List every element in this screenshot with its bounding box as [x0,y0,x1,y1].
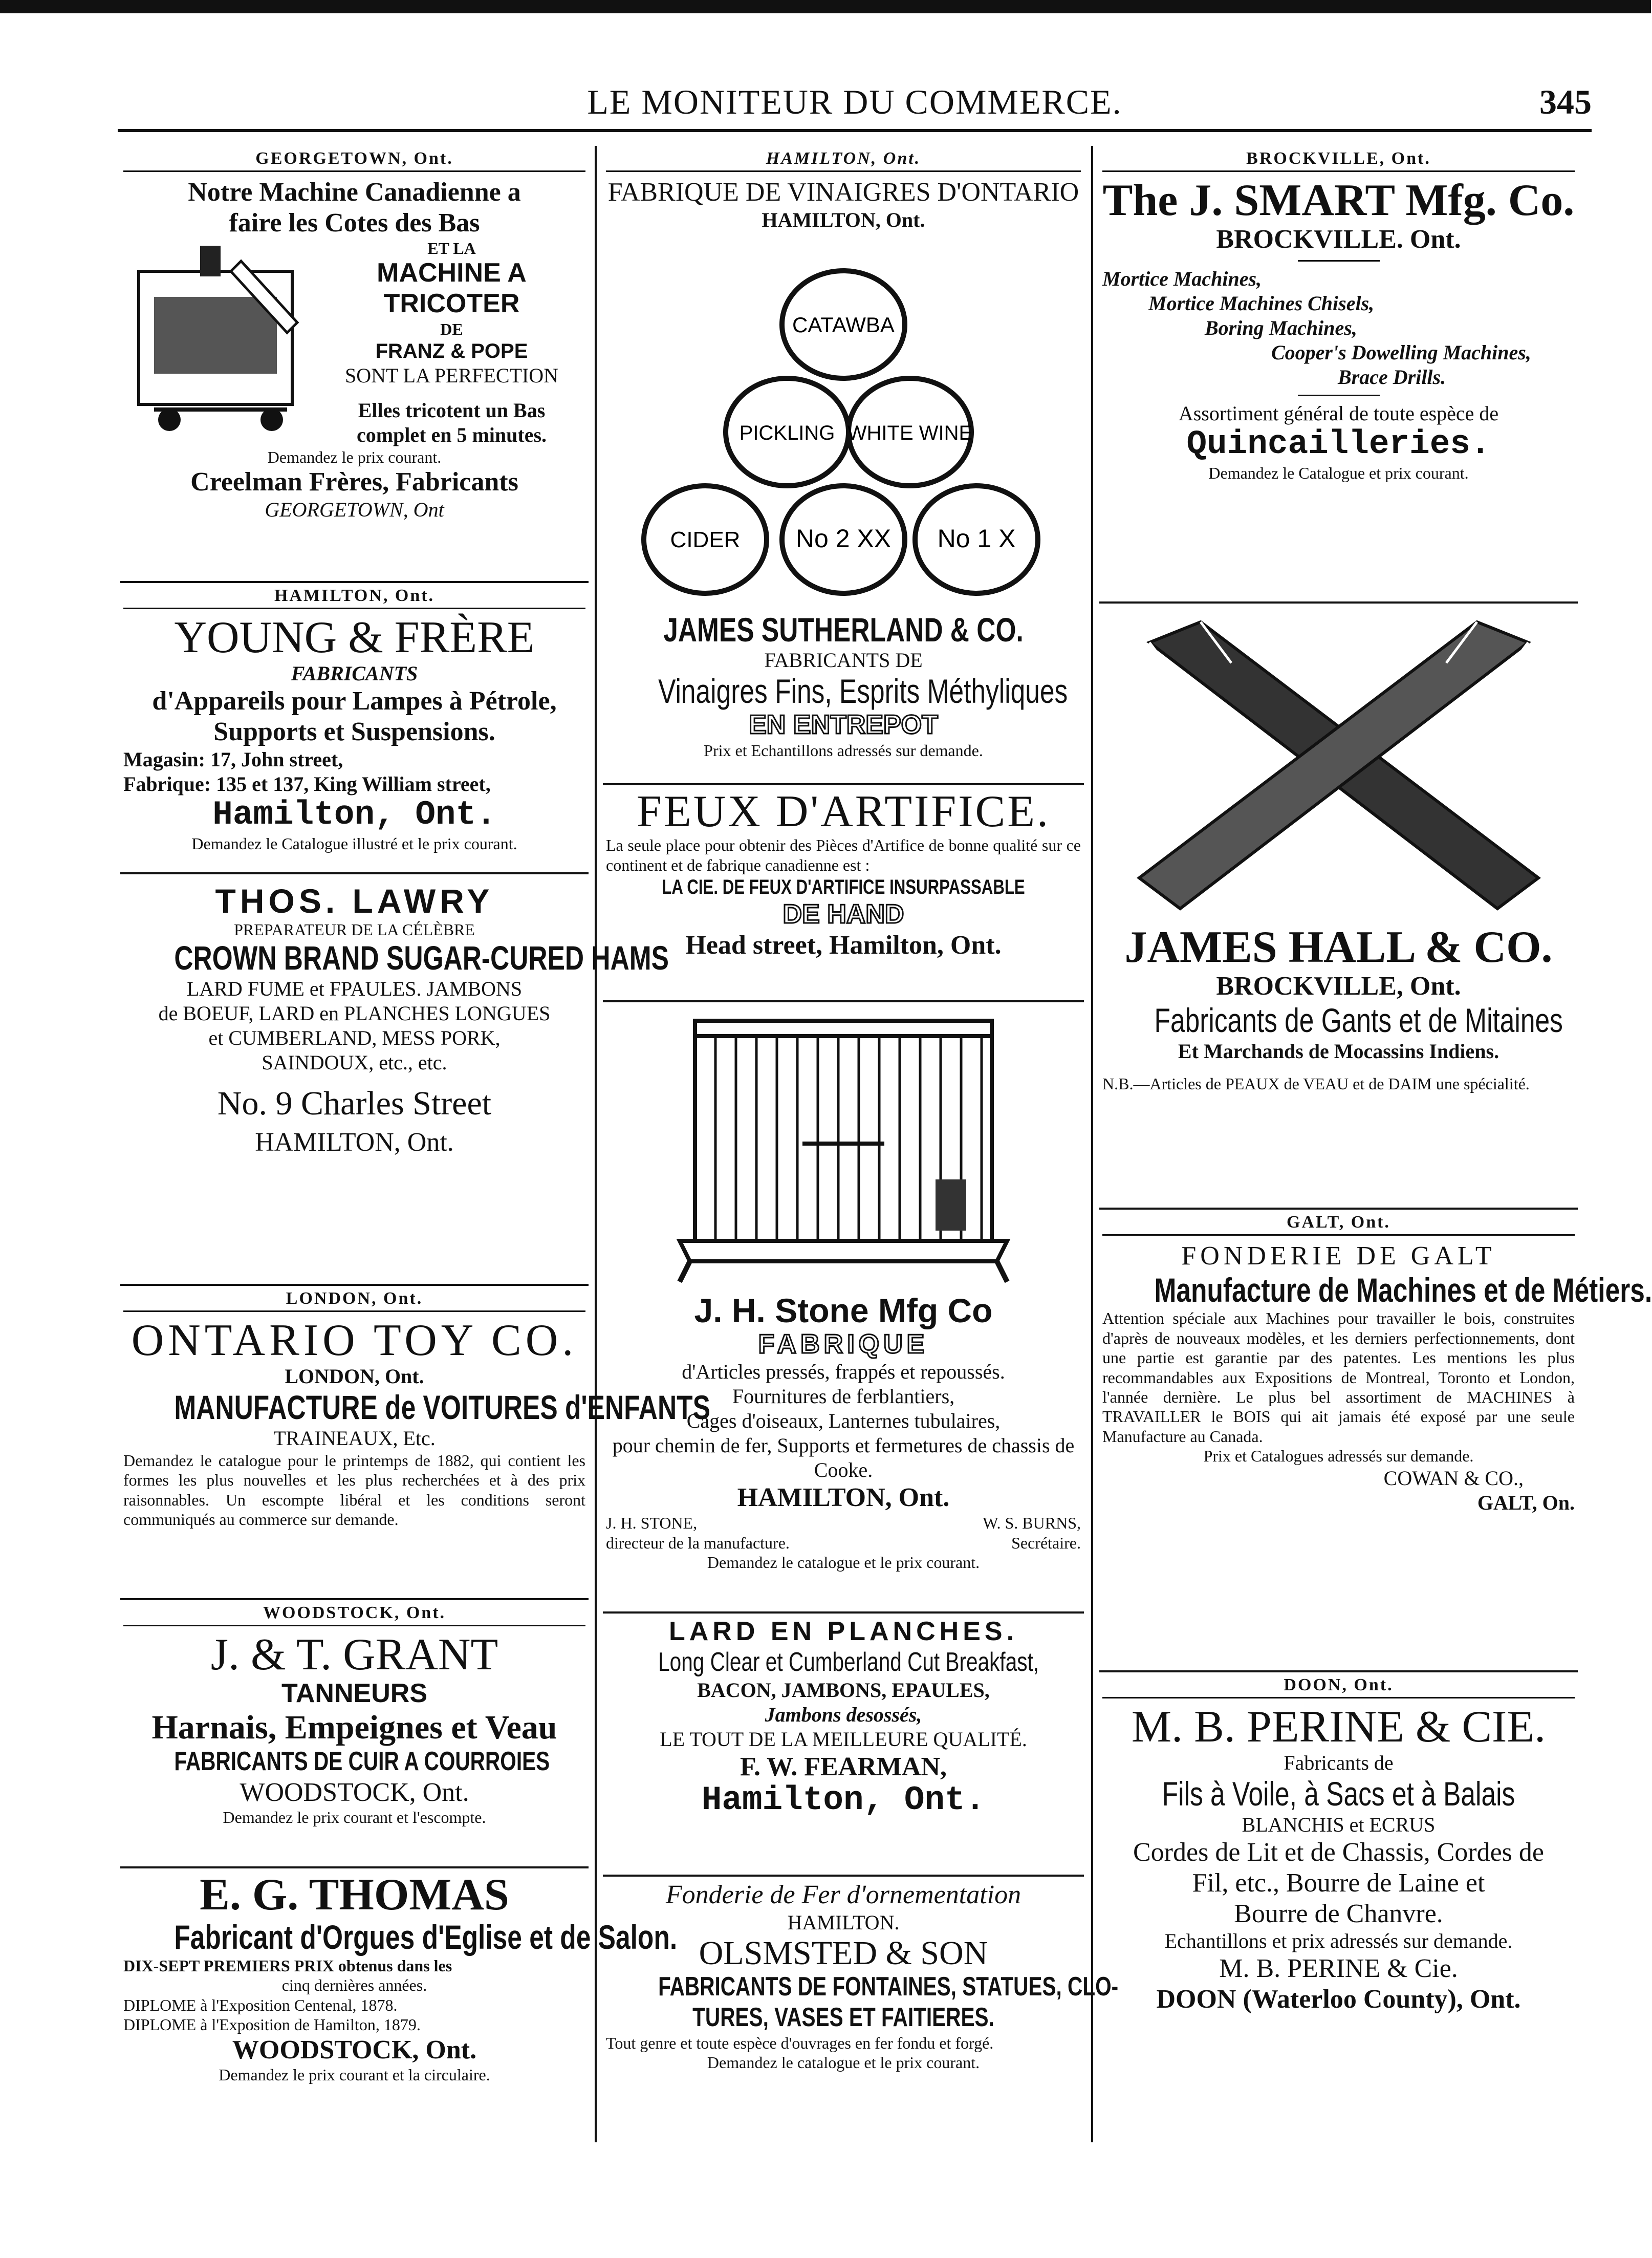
ad-sutherland: HAMILTON, Ont. FABRIQUE DE VINAIGRES D'ONTARIO HAMILTON, Ont. CATAWBA PICKLING WHITE WINE CIDER No 2 XX No 1 X JAMES SUTHERLAND & CO. FABRICANTS DE Vinaigres Fins, Esprits Méthyliques EN ENTREPOT Prix et Echantillons adressés sur demande. [603,146,1084,785]
barrel-label: CIDER [670,527,741,552]
birdcage-illustration [649,1010,1038,1287]
barrels-illustration [618,238,1069,606]
page-number: 345 [1539,82,1592,121]
gloves-illustration [1119,612,1559,919]
barrel-label: No 1 X [937,524,1016,553]
column-divider [595,146,597,2142]
ad-ontario-toy: LONDON, Ont. ONTARIO TOY CO. LONDON, Ont. MANUFACTURE de VOITURES d'ENFANTS TRAINEAUX, Etc. Demandez le catalogue pour le printemps de 1882, qui contient les formes les plus nouvelles et les plus recherchées et à des prix raisonnables. Un escompte libéral et les conditions seront communiqués au commerce sur demande. [120,1286,589,1600]
barrel-label: No 2 XX [795,524,892,553]
ad-young: HAMILTON, Ont. YOUNG & FRÈRE FABRICANTS d'Appareils pour Lampes à Pétrole, Supports et Suspensions. Magasin: 17, John street, Fabrique: 135 et 137, King William street, Hamilton, Ont. Demandez le Catalogue illustré et le prix courant. [120,583,589,874]
column-right [1099,146,1652,2145]
ad-feux: FEUX D'ARTIFICE. La seule place pour obtenir des Pièces d'Artifice de bonne qualité sur ce continent et de fabrique canadienne est : LA CIE. DE FEUX D'ARTIFICE INSURPASSABLE DE HAND Head street, Hamilton, Ont. [603,785,1084,1002]
ad-lawry: THOS. LAWRY PREPARATEUR DE LA CÉLÈBRE CROWN BRAND SUGAR-CURED HAMS LARD FUME et FPAULES. JAMBONS de BOEUF, LARD en PLANCHES LONGUES et CUMBERLAND, MESS PORK, SAINDOUX, etc., etc. No. 9 Charles Street HAMILTON, Ont. [120,874,589,1286]
ad-location: HAMILTON, Ont. [606,149,1081,172]
ad-creelman: GEORGETOWN, Ont. Notre Machine Canadienne a faire les Cotes des Bas ET LA MACHINE A TRICOTER DE FRANZ & POPE SONT LA PERFECTION Elles tricotent un Bas complet en 5 minutes. Demandez le prix courant. Creelman Frères, Fabricants GEORGETOWN, Ont [120,146,589,583]
barrel-label: CATAWBA [792,312,895,337]
ad-location: BROCKVILLE, Ont. [1102,149,1575,172]
ad-hall: JAMES HALL & CO. BROCKVILLE, Ont. Fabricants de Gants et de Mitaines Et Marchands de Mocassins Indiens. N.B.—Articles de PEAUX de VEAU et de DAIM une spécialité. [1099,604,1578,1210]
column-middle [603,146,1119,2145]
column-divider [1091,146,1093,2142]
ad-galt: GALT, Ont. FONDERIE DE GALT Manufacture de Machines et de Métiers. Attention spéciale aux Machines pour travailler le bois, construites d'après de nouveaux modèles, et les derniers perfectionnements, dont une partie est garantie par des patentes. Les mentions les plus recommandables aux Expositions de Montreal, Toronto et London, l'année dernière. Le plus bel assortiment de MACHINES à TRAVAILLER le BOIS qui ait jamais été exposé par une seule Manufacture au Canada. Prix et Catalogues adressés sur demande. COWAN & CO., GALT, On. [1099,1210,1578,1672]
short-rule [1298,260,1380,262]
ad-thomas: E. G. THOMAS Fabricant d'Orgues d'Eglise et de Salon. DIX-SEPT PREMIERS PRIX obtenus dans les cinq dernières années. DIPLOME à l'Exposition Centenal, 1878. DIPLOME à l'Exposition de Hamilton, 1879. WOODSTOCK, Ont. Demandez le prix courant et la circulaire. [123,1870,678,2084]
ad-olmsted: Fonderie de Fer d'ornementation HAMILTON. OLSMSTED & SON FABRICANTS DE FONTAINES, STATUES, CLO- TURES, VASES ET FAITIERES. Tout genre et toute espèce d'ouvrages en fer fondu et forgé. Demandez le catalogue et le prix courant. [606,1880,1119,2072]
ad-location: LONDON, Ont. [123,1289,585,1312]
page-header [118,82,1592,138]
page-title: LE MONITEUR DU COMMERCE. [587,82,1122,121]
ad-location: GALT, Ont. [1102,1213,1575,1236]
ad-smart: BROCKVILLE, Ont. The J. SMART Mfg. Co. BROCKVILLE. Ont. Mortice Machines, Mortice Machines Chisels, Boring Machines, Cooper's Dowelling Machines, Brace Drills. Assortiment général de toute espèce de Quincailleries. Demandez le Catalogue et prix courant. [1099,146,1578,604]
ad-stone: J. H. Stone Mfg Co FABRIQUE d'Articles pressés, frappés et repoussés. Fournitures de ferblantiers, Cages d'oiseaux, Lanternes tubulaires, pour chemin de fer, Supports et fermetures de chassis de Cooke. HAMILTON, Ont. J. H. STONE, directeur de la manufacture. W. S. BURNS, Secrétaire. Demandez le catalogue et le prix courant. [603,1002,1084,1614]
ad-location: GEORGETOWN, Ont. [123,149,585,172]
ad-location: WOODSTOCK, Ont. [123,1603,585,1626]
ad-fearman: LARD EN PLANCHES. Long Clear et Cumberland Cut Breakfast, BACON, JAMBONS, EPAULES, Jambons desossés, LE TOUT DE LA MEILLEURE QUALITÉ. F. W. FEARMAN, Hamilton, Ont. [603,1614,1084,1877]
header-rule [118,129,1592,132]
knitting-machine-illustration [123,241,318,445]
ad-perine: DOON, Ont. M. B. PERINE & CIE. Fabricants de Fils à Voile, à Sacs et à Balais BLANCHIS et ECRUS Cordes de Lit et de Chassis, Cordes de Fil, etc., Bourre de Laine et Bourre de Chanvre. Echantillons et prix adressés sur demande. M. B. PERINE & Cie. DOON (Waterloo County), Ont. [1099,1672,1578,2022]
ad-location: DOON, Ont. [1102,1675,1575,1698]
short-rule [1298,395,1380,396]
barrel-label: PICKLING [739,421,835,444]
scan-top-edge [0,0,1651,13]
ad-location: HAMILTON, Ont. [123,586,585,609]
ad-grant: WOODSTOCK, Ont. J. & T. GRANT TANNEURS Harnais, Empeignes et Veau FABRICANTS DE CUIR A COURROIES WOODSTOCK, Ont. Demandez le prix courant et l'escompte. [120,1600,589,1868]
barrel-label: WHITE WINE [847,421,973,444]
